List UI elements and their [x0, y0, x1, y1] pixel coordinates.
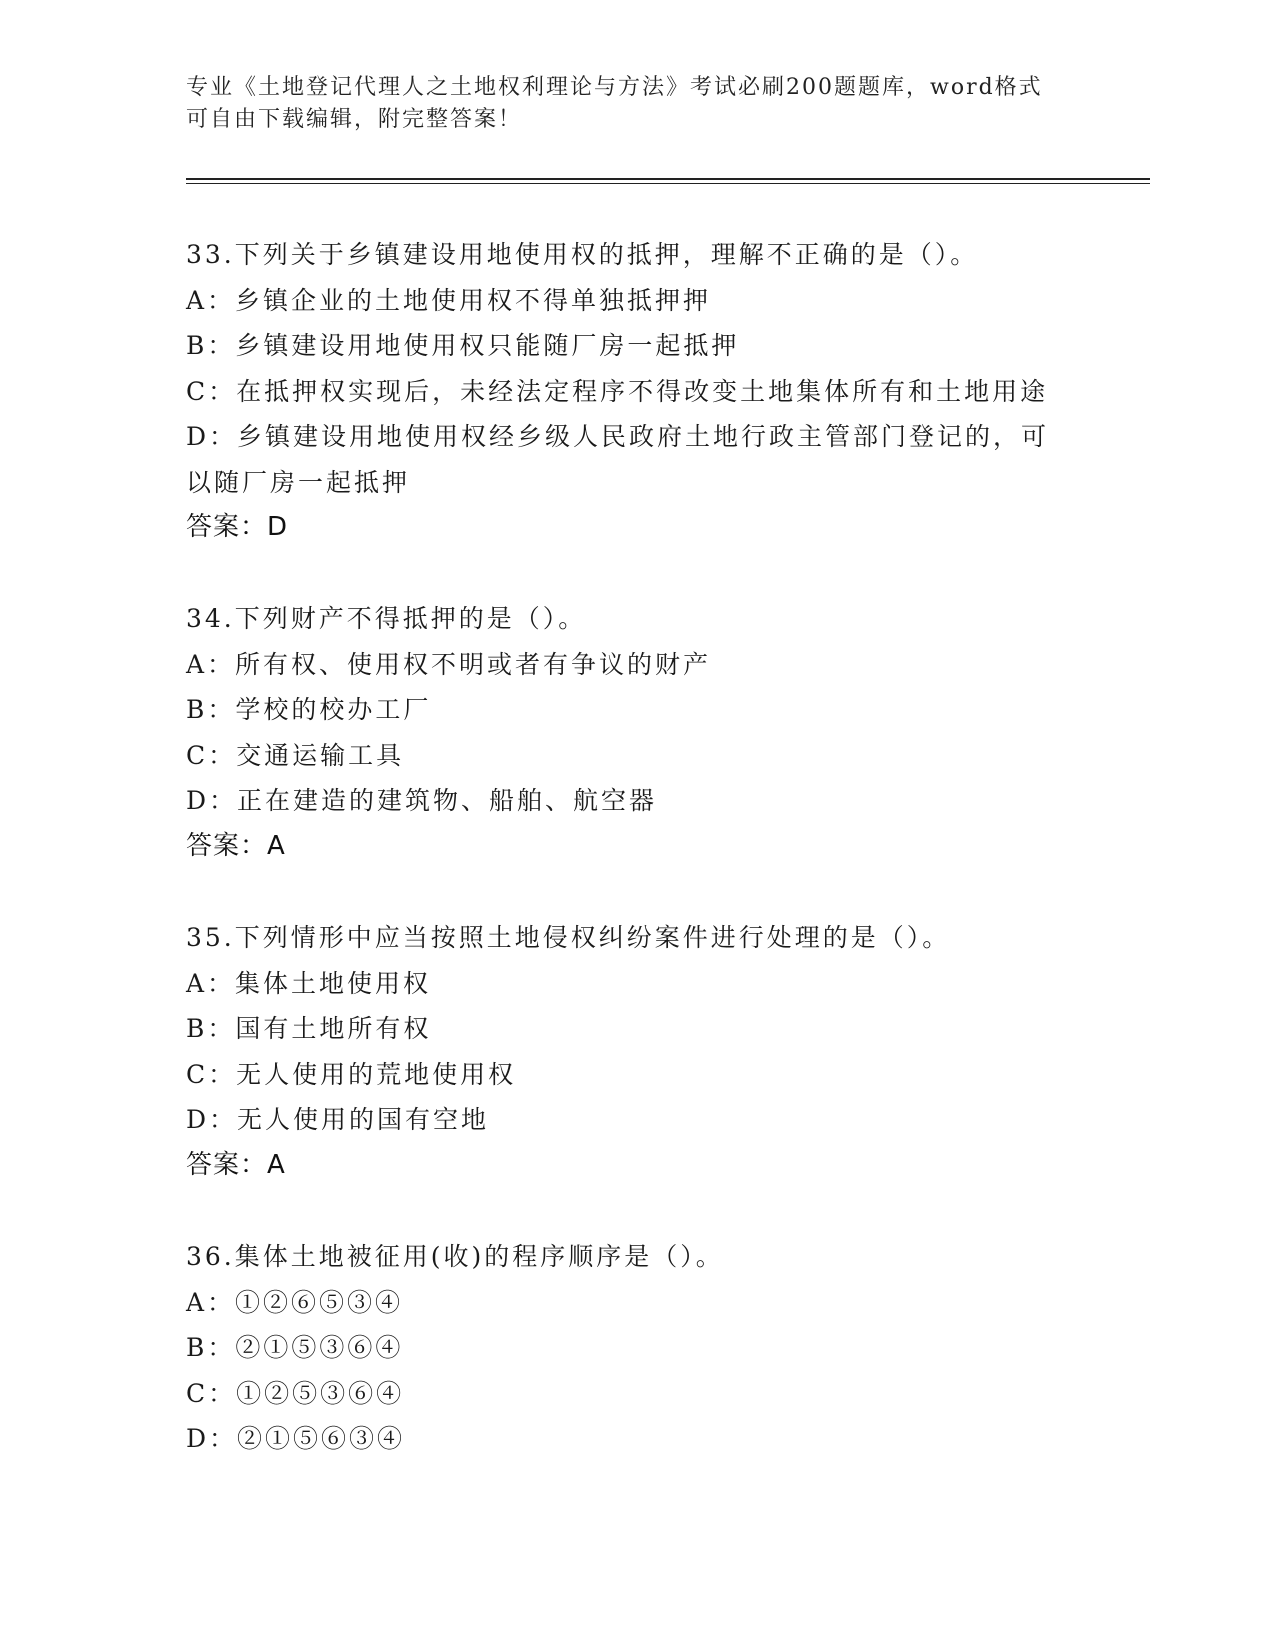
- option-a: A：乡镇企业的土地使用权不得单独抵押押: [186, 285, 712, 315]
- header-line-1: 专业《土地登记代理人之土地权利理论与方法》考试必刷200题题库，word格式: [186, 75, 1043, 100]
- answer: 答案：A: [186, 1149, 286, 1180]
- option-c: C：交通运输工具: [186, 740, 405, 770]
- option-d: D：无人使用的国有空地: [186, 1105, 490, 1134]
- question-34: [186, 596, 1086, 869]
- answer: 答案：D: [186, 512, 289, 542]
- option-c: C：①②⑤③⑥④: [186, 1378, 405, 1408]
- option-a: A：①②⑥⑤③④: [186, 1287, 404, 1317]
- question-33: [186, 232, 1086, 551]
- option-b: B：②①⑤③⑥④: [186, 1333, 404, 1362]
- option-d: D：②①⑤⑥③④: [186, 1424, 406, 1453]
- option-b: B：国有土地所有权: [186, 1014, 432, 1043]
- option-d: D：正在建造的建筑物、船舶、航空器: [186, 786, 658, 815]
- question-stem: 35.下列情形中应当按照土地侵权纠纷案件进行处理的是（）。: [186, 923, 951, 952]
- answer: 答案：A: [186, 830, 286, 861]
- option-c: C：在抵押权实现后，未经法定程序不得改变土地集体所有和土地用途: [186, 376, 1049, 406]
- question-stem: 36.集体土地被征用(收)的程序顺序是（）。: [186, 1242, 724, 1271]
- document-header: [186, 72, 1066, 136]
- header-line-2: 可自由下载编辑，附完整答案！: [186, 107, 523, 132]
- option-b: B：学校的校办工厂: [186, 695, 432, 724]
- header-divider-thick: [186, 178, 1150, 180]
- option-a: A：所有权、使用权不明或者有争议的财产: [186, 649, 712, 679]
- option-b: B：乡镇建设用地使用权只能随厂房一起抵押: [186, 331, 740, 360]
- question-35: [186, 915, 1086, 1188]
- question-stem: 34.下列财产不得抵押的是（）。: [186, 604, 587, 633]
- option-a: A：集体土地使用权: [186, 968, 432, 998]
- option-d: D：乡镇建设用地使用权经乡级人民政府土地行政主管部门登记的，可以随厂房一起抵押: [186, 422, 1050, 497]
- question-36: [186, 1234, 1086, 1462]
- header-divider-thin: [186, 183, 1150, 184]
- question-stem: 33.下列关于乡镇建设用地使用权的抵押，理解不正确的是（）。: [186, 240, 979, 269]
- option-c: C：无人使用的荒地使用权: [186, 1059, 517, 1089]
